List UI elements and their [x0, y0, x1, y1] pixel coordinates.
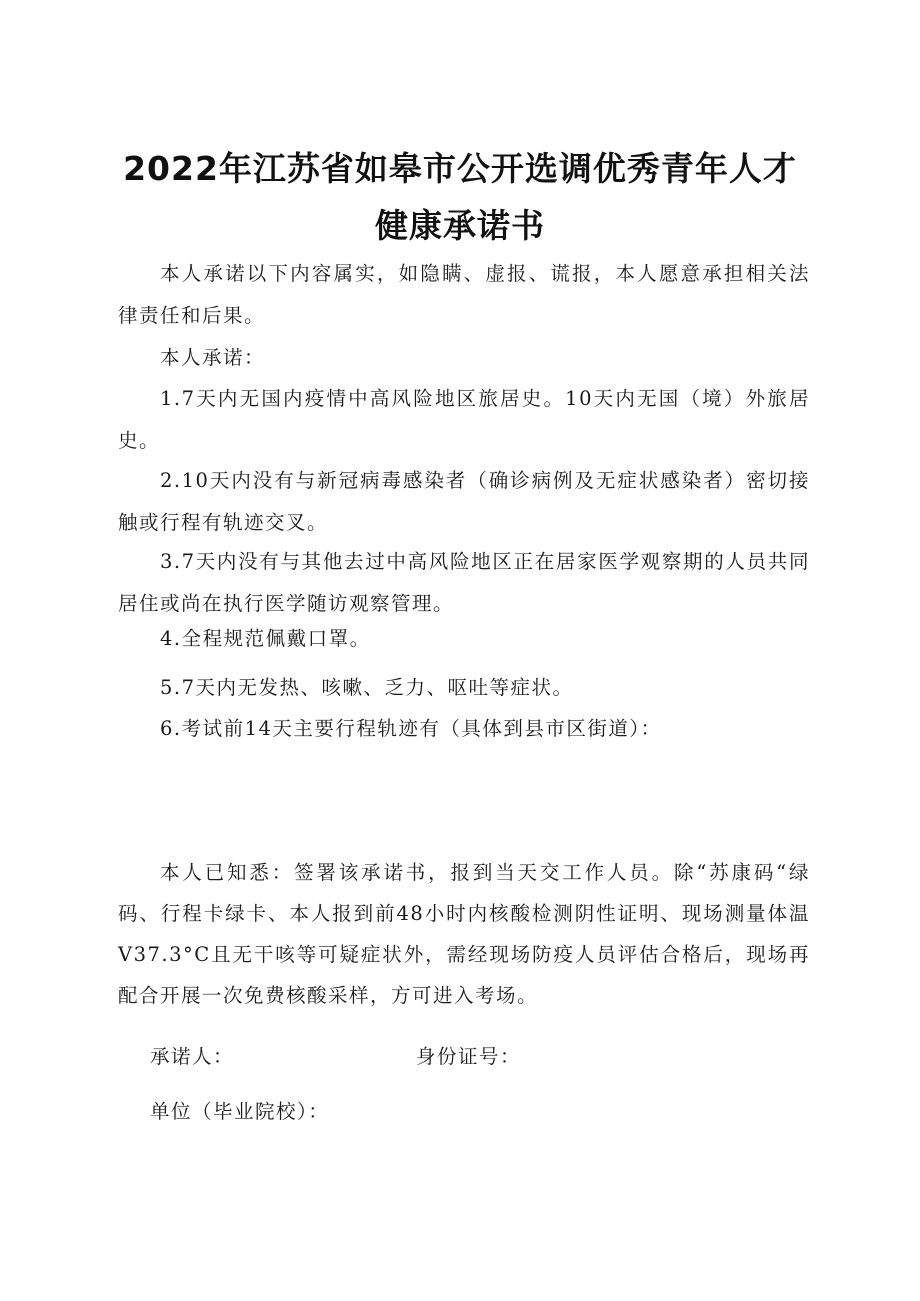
- document-title-line1: 2022年江苏省如皋市公开选调优秀青年人才: [123, 149, 797, 188]
- unit-label: 单位（毕业院校）：: [150, 1100, 330, 1123]
- document-title-line2: 健康承诺书: [375, 206, 545, 245]
- commitment-item-4: 4.全程规范佩戴口罩。: [160, 627, 371, 650]
- id-number-label: 身份证号：: [416, 1045, 522, 1068]
- commitment-item-3: 3.7天内没有与其他去过中高风险地区正在居家医学观察期的人员共同居住或尚在执行医学随访观察管理。: [118, 550, 810, 615]
- commitment-item-6: 6.考试前14天主要行程轨迹有（具体到县市区街道）：: [160, 717, 662, 740]
- commitment-heading: 本人承诺：: [160, 346, 266, 369]
- promisor-label: 承诺人：: [150, 1045, 235, 1068]
- commitment-item-1: 1.7天内无国内疫情中高风险地区旅居史。10天内无国（境）外旅居史。: [118, 387, 810, 452]
- notice-paragraph: 本人已知悉：签署该承诺书，报到当天交工作人员。除“苏康码“绿码、行程卡绿卡、本人报到前48小时内核酸检测阴性证明、现场测量体温V37.3°C且无干咳等可疑症状外，需经现场防疫人员评估合格后，现场再配合开展一次免费核酸采样，方可进入考场。: [118, 861, 810, 1007]
- commitment-item-2: 2.10天内没有与新冠病毒感染者（确诊病例及无症状感染者）密切接触或行程有轨迹交叉。: [118, 469, 810, 534]
- intro-paragraph: 本人承诺以下内容属实，如隐瞒、虚报、谎报，本人愿意承担相关法律责任和后果。: [118, 262, 810, 327]
- commitment-item-5: 5.7天内无发热、咳嗽、乏力、呕吐等症状。: [160, 676, 574, 699]
